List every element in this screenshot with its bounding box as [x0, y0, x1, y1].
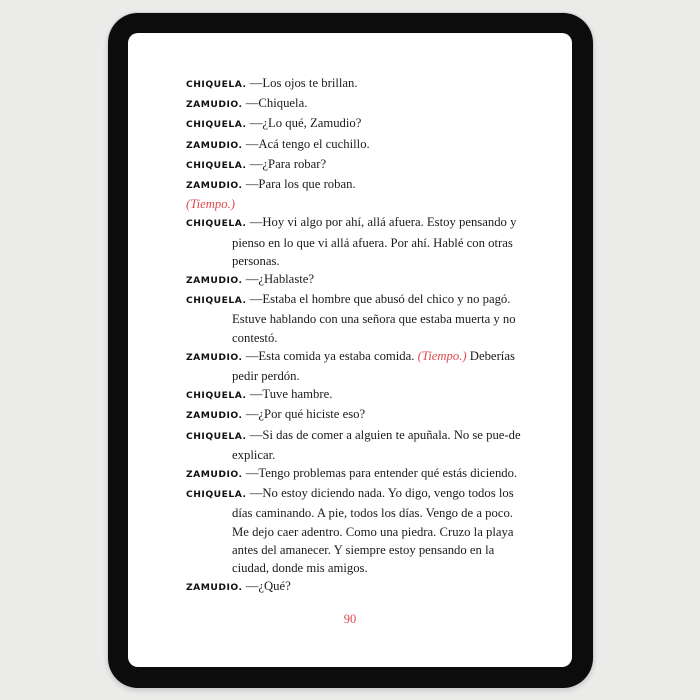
dialogue-text: —Esta comida ya estaba comida. [245, 348, 415, 363]
speaker-name: ZAMUDIO. [186, 410, 243, 422]
dialogue-line [186, 464, 526, 484]
dialogue-line [186, 426, 526, 464]
play-script-text [186, 74, 526, 597]
dialogue-line [186, 270, 526, 290]
dialogue-text: —Para los que roban. [245, 177, 356, 192]
dialogue-text: —Si das de comer a alguien te apuñala. No se pue-de explicar. [232, 427, 521, 462]
dialogue-text: —Tengo problemas para entender qué estás diciendo. [245, 466, 518, 481]
dialogue-text: —Hoy vi algo por ahí, allá afuera. Estoy pensando y pienso en lo que vi allá afuera. Por ahí. Hablé con otras personas. [232, 215, 517, 268]
dialogue-text: —¿Qué? [245, 579, 291, 594]
speaker-name: ZAMUDIO. [186, 582, 243, 594]
dialogue-text: —¿Lo qué, Zamudio? [249, 116, 362, 131]
speaker-name: CHIQUELA. [186, 119, 247, 131]
speaker-name: CHIQUELA. [186, 218, 247, 230]
dialogue-line [186, 347, 526, 385]
dialogue-line [186, 213, 526, 270]
speaker-name: CHIQUELA. [186, 430, 247, 442]
dialogue-text: —No estoy diciendo nada. Yo digo, vengo todos los días caminando. A pie, todos los días. Vengo de a poco. Me dejo caer adentro. Como una piedra. Cruzo la playa antes del amanecer. Y siempre estoy pensando en la ciudad, donde mis amigos. [232, 486, 514, 576]
dialogue-line [186, 74, 526, 94]
stage-direction: (Tiempo.) [417, 348, 467, 363]
speaker-name: ZAMUDIO. [186, 139, 243, 151]
dialogue-line [186, 114, 526, 134]
page-number: 90 [343, 612, 357, 626]
dialogue-text: —Los ojos te brillan. [249, 76, 358, 90]
speaker-name: ZAMUDIO. [186, 469, 243, 481]
dialogue-text: —¿Por qué hiciste eso? [245, 407, 366, 422]
speaker-name: CHIQUELA. [186, 489, 247, 501]
speaker-name: CHIQUELA. [186, 295, 247, 307]
dialogue-line [186, 405, 526, 425]
speaker-name: CHIQUELA. [186, 159, 247, 171]
dialogue-line [186, 94, 526, 114]
dialogue-text: —¿Para robar? [249, 156, 327, 171]
speaker-name: CHIQUELA. [186, 390, 247, 402]
speaker-name: ZAMUDIO. [186, 351, 243, 363]
speaker-name: ZAMUDIO. [186, 180, 243, 192]
dialogue-text: —Tuve hambre. [249, 387, 333, 402]
dialogue-line [186, 155, 526, 175]
speaker-name: CHIQUELA. [186, 79, 247, 90]
dialogue-line [186, 135, 526, 155]
dialogue-line [186, 484, 526, 577]
dialogue-text: —Estaba el hombre que abusó del chico y no pagó. Estuve hablando con una señora que estaba muerta y no contestó. [232, 292, 516, 345]
stage-direction-line [186, 195, 526, 213]
stage-direction: (Tiempo.) [186, 197, 235, 212]
dialogue-line [186, 290, 526, 347]
speaker-name: ZAMUDIO. [186, 275, 243, 287]
dialogue-text: —¿Hablaste? [245, 272, 315, 287]
dialogue-text: —Acá tengo el cuchillo. [245, 136, 370, 151]
speaker-name: ZAMUDIO. [186, 99, 243, 111]
dialogue-line [186, 175, 526, 195]
dialogue-text: Deberías pedir perdón. [232, 348, 515, 384]
dialogue-text: —Chiquela. [245, 96, 308, 111]
dialogue-line [186, 577, 526, 597]
dialogue-line [186, 385, 526, 405]
